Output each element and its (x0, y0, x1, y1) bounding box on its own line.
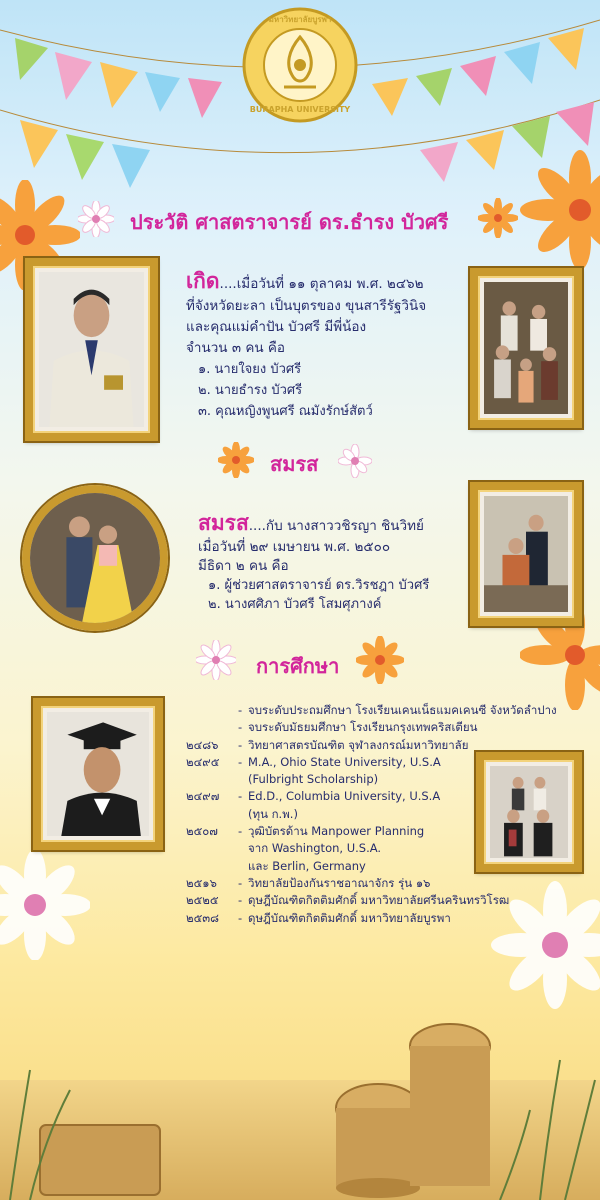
education-row: ๒๔๙๗ - Ed.D., Columbia University, U.S.A (186, 789, 441, 804)
flower-icon (196, 640, 236, 680)
graduation-portrait (47, 712, 149, 836)
marriage-line-3: มีธิดา ๒ คน คือ (198, 558, 289, 574)
flower-icon (338, 444, 372, 478)
flower-icon (0, 850, 90, 960)
education-row: ๒๕๐๗ - วุฒิบัตรด้าน Manpower Planning (186, 824, 425, 839)
flower-icon (218, 442, 254, 478)
graduation-portrait-frame (33, 698, 163, 850)
wedding-photo (30, 493, 160, 623)
flower-icon (356, 636, 404, 684)
flower-icon (78, 201, 114, 237)
marriage-lead-word: สมรส (198, 511, 249, 535)
university-logo (240, 5, 360, 125)
couple-photo-frame (470, 482, 582, 626)
marriage-line-2: เมื่อวันที่ ๒๙ เมษายน พ.ศ. ๒๕๐๐ (198, 539, 391, 555)
hay-bales (0, 1010, 600, 1200)
portrait-photo (39, 272, 144, 427)
birth-line-4: จำนวน ๓ คน คือ (186, 340, 286, 356)
birth-line-3: และคุณแม่คำปัน บัวศรี มีพี่น้อง (186, 319, 367, 335)
sibling-item: ๒. นายธำรง บัวศรี (198, 383, 303, 398)
child-item: ๒. นางศศิภา บัวศรี โสมศุภางค์ (208, 597, 382, 612)
education-row: (Fulbright Scholarship) (248, 772, 379, 787)
education-row: ๒๕๑๖ - วิทยาลัยป้องกันราชอาณาจักร รุ่น ๑๖ (186, 875, 431, 890)
education-row: ๒๕๓๘ - ดุษฎีบัณฑิตกิตติมศักดิ์ มหาวิทยาลัยบูรพา (186, 910, 451, 925)
education-row: ๒๕๒๕ - ดุษฎีบัณฑิตกิตติมศักดิ์ มหาวิทยาลัยศรีนครินทรวิโรฒ (186, 893, 510, 908)
birth-line-2: ที่จังหวัดยะลา เป็นบุตรของ ขุนสารีรัฐวินิจ (186, 298, 427, 314)
logo-bottom-text: BURAPHA UNIVERSITY (249, 105, 351, 114)
birth-line-1: เกิด....เมื่อวันที่ ๑๑ ตุลาคม พ.ศ. ๒๔๖๒ (186, 269, 424, 293)
couple-photo (484, 496, 568, 612)
education-row: - จบระดับประถมศึกษา โรงเรียนเคนเน็ธแมคเคนซี จังหวัดลำปาง (238, 703, 557, 717)
education-row: (ทุน ก.พ.) (248, 806, 298, 821)
education-row: - จบระดับมัธยมศึกษา โรงเรียนกรุงเทพคริสเตียน (238, 720, 478, 735)
education-row: ๒๔๘๖ - วิทยาศาสตรบัณฑิต จุฬาลงกรณ์มหาวิทยาลัย (186, 737, 469, 752)
birth-lead-word: เกิด (186, 269, 220, 293)
marriage-heading: สมรส (270, 452, 319, 476)
sibling-item: ๑. นายใจยง บัวศรี (198, 362, 302, 377)
flower-icon (520, 150, 600, 270)
family-photo-frame (470, 268, 582, 428)
child-item: ๑. ผู้ช่วยศาสตราจารย์ ดร.วิรชฎา บัวศรี (208, 578, 430, 593)
flower-icon (478, 198, 518, 238)
graduation-family-photo-frame (476, 752, 582, 872)
page-title: ประวัติ ศาสตราจารย์ ดร.ธำรง บัวศรี (130, 210, 449, 234)
family-photo (484, 282, 568, 414)
education-row: ๒๔๙๕ - M.A., Ohio State University, U.S.A (186, 754, 441, 769)
education-heading: การศึกษา (256, 654, 340, 678)
graduation-family-photo (490, 766, 568, 858)
marriage-line-1: สมรส....กับ นางสาววชิรญา ชินวิทย์ (198, 511, 424, 535)
wedding-photo-frame (22, 485, 168, 631)
portrait-frame (25, 258, 158, 441)
education-row: จาก Washington, U.S.A. (248, 841, 382, 856)
education-row: และ Berlin, Germany (248, 858, 366, 873)
logo-top-text: มหาวิทยาลัยบูรพา (268, 15, 332, 24)
sibling-item: ๓. คุณหญิงพูนศรี ณมังรักษ์สัตว์ (198, 404, 373, 419)
